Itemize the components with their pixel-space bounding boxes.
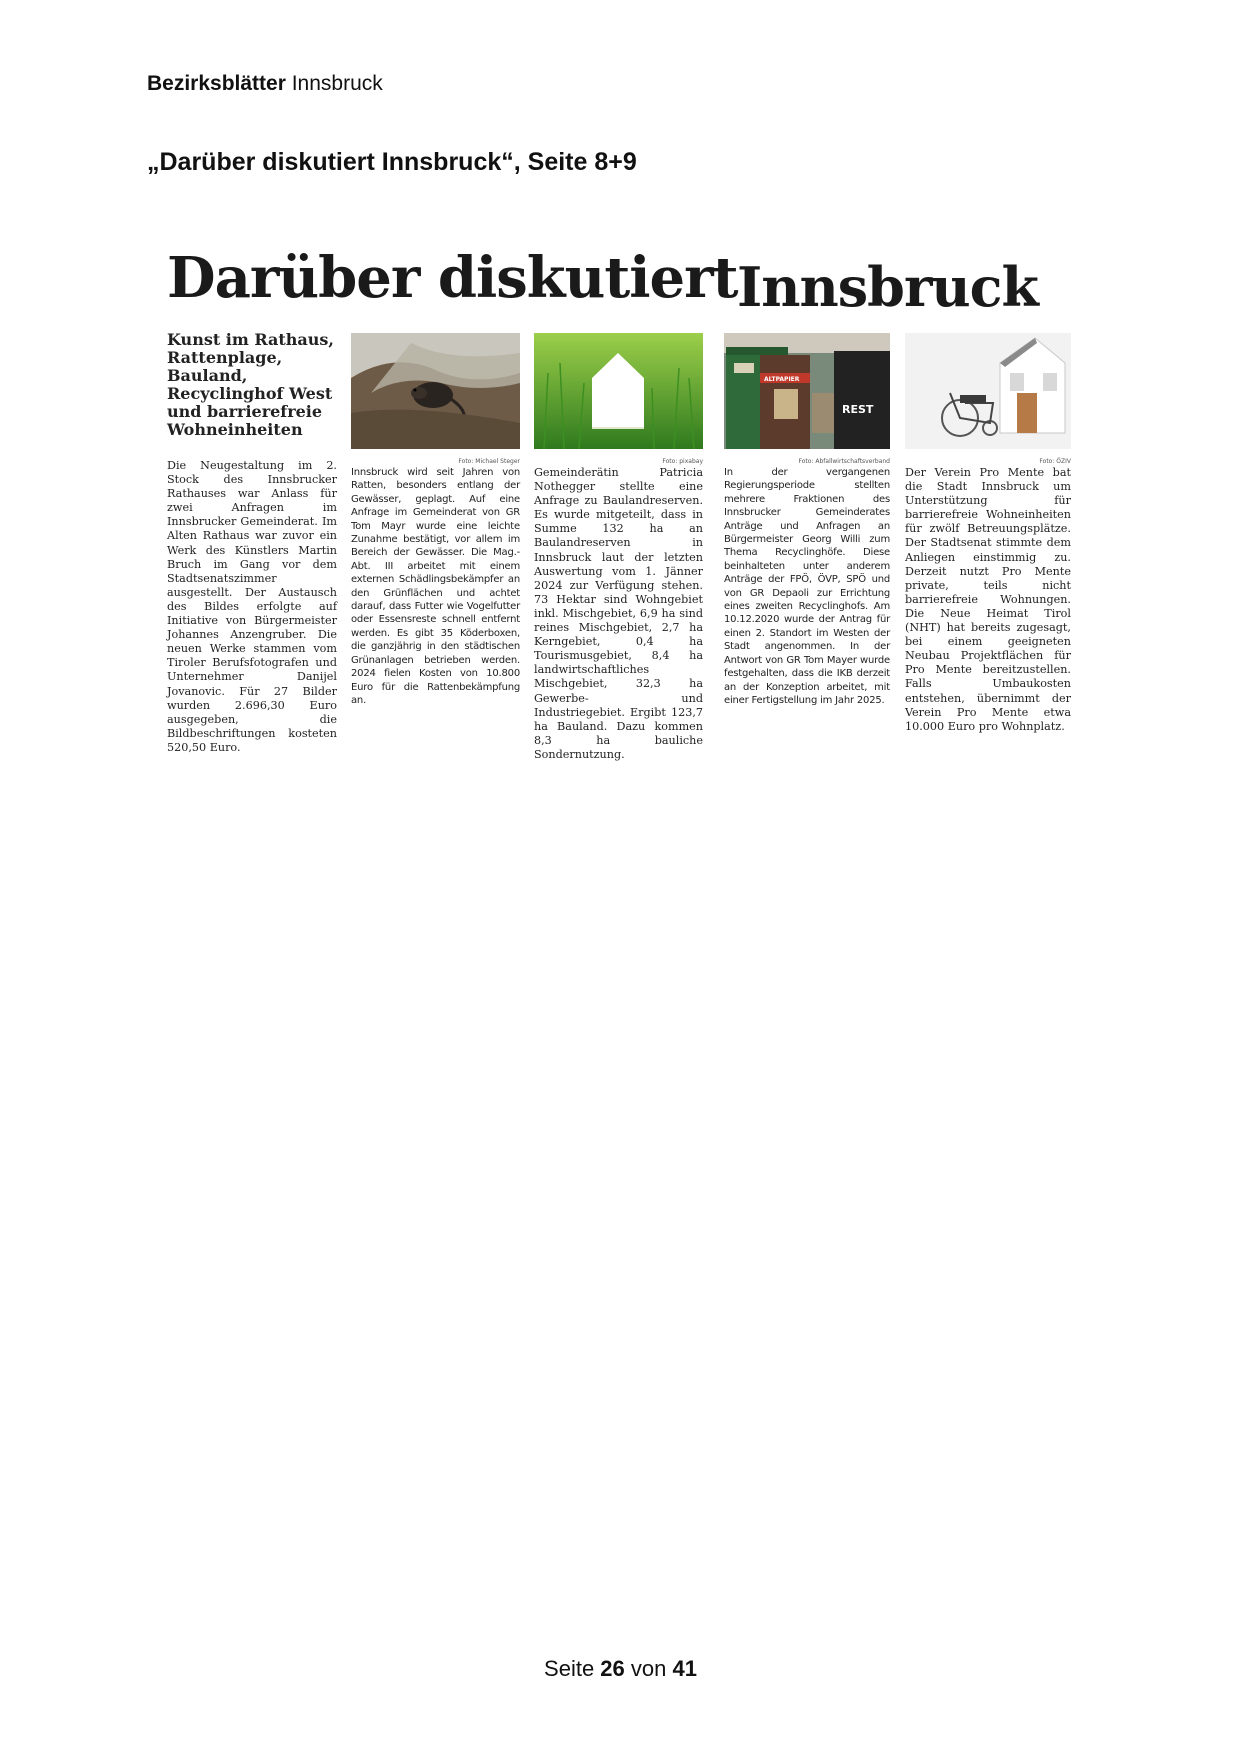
- total-pages-number: 41: [672, 1656, 697, 1681]
- house-on-grass-photo: [534, 333, 703, 449]
- photo-credit-recycling: Foto: Abfallwirtschaftsverband: [798, 458, 890, 465]
- bin-label-altpapier: ALTPAPIER: [764, 376, 800, 383]
- bin-label-rest: REST: [842, 403, 874, 416]
- publication-name: [147, 72, 383, 96]
- article-body-wohneinheiten: Der Verein Pro Mente bat die Stadt Innsbruck um Unterstützung für barrierefreie Wohneinheiten für zwölf Betreuungsplätze. Der Stadtsenat stimmte dem Anliegen einstimmig zu. Derzeit nutzt Pro Mente private, teils nicht barrierefreie Wohnungen. Die Neue Heimat Tirol (NHT) hat bereits zugesagt, bei einem geeigneten Neubau Projektflächen für Pro Mente bereitzustellen. Falls Umbaukosten entstehen, übernimmt der Verein Pro Mente etwa 10.000 Euro pro Wohnplatz.: [905, 466, 1071, 733]
- article-body-rats: Innsbruck wird seit Jahren von Ratten, besonders entlang der Gewässer, geplagt. Auf eine Anfrage im Gemeinderat von GR Tom Mayr wurde eine leichte Zunahme bestätigt, vor allem im Bereich der Gewässer. Die Mag.-Abt. III arbeitet mit einem externen Schädlingsbekämpfer an den Grünflächen und achtet darauf, dass Futter wie Vogelfutter oder Essensreste schnell entfernt werden. Es gibt 35 Köderboxen, die ganzjährig in den städtischen Grünanlagen betrieben werden. 2024 fielen Kosten von 10.800 Euro für die Rattenbekämpfung an.: [351, 467, 520, 706]
- page-footer: [0, 1656, 1241, 1682]
- current-page-number: 26: [600, 1656, 625, 1681]
- newspaper-clipping: [165, 245, 1075, 761]
- footer-prefix: Seite: [544, 1656, 601, 1681]
- article-column-recycling: [724, 333, 890, 707]
- article-body-bauland: Gemeinderätin Patricia Nothegger stellte eine Anfrage zu Baulandreserven. Es wurde mitgeteilt, dass in Summe 132 ha an Baulandreserven in Innsbruck laut der letzten Auswertung vom 1. Jänner 2024 zur Verfügung stehen. 73 Hektar sind Wohngebiet inkl. Mischgebiet, 6,9 ha sind reines Mischgebiet, 2,7 ha Kerngebiet, 0,4 ha Tourismusgebiet, 8,4 ha landwirtschaftliches Mischgebiet, 32,3 ha Gewerbe- und Industriegebiet. Ergibt 123,7 ha Bauland. Dazu kommen 8,3 ha bauliche Sondernutzung.: [534, 466, 703, 761]
- photo-credit-wohneinheiten: Foto: ÖZIV: [1039, 458, 1071, 465]
- article-body-recycling: In der vergangenen Regierungsperiode stellten mehrere Fraktionen des Innsbrucker Gemeinderates Anträge und Anfragen an Bürgermeister Georg Willi zum Thema Recyclinghöfe. Diese beinhalteten unter anderem Anträge der FPÖ, ÖVP, SPÖ und von GR Depaoli zur Errichtung eines zweiten Recyclinghofs. Am 10.12.2020 wurde der Antrag für einen 2. Standort im Westen der Stadt angenommen. In der Antwort von GR Tom Mayer wurde festgehalten, dass die IKB derzeit an der Konzeption arbeitet, mit einer Fertigstellung im Jahr 2025.: [724, 467, 890, 706]
- rat-photo: [351, 333, 520, 449]
- publication-bold: Bezirksblätter: [147, 72, 286, 95]
- article-column-wohneinheiten: [905, 333, 1071, 734]
- clipping-headline-part1: Darüber diskutiert: [167, 245, 738, 311]
- article-column-rats: [351, 333, 520, 707]
- intro-body: Die Neugestaltung im 2. Stock des Innsbrucker Rathauses war Anlass für zwei Anfragen im Innsbrucker Gemeinderat. Im Alten Rathaus war zuvor ein Werk des Künstlers Martin Bruch im Gang vor dem Stadtsenatszimmer ausgestellt. Der Austausch des Bildes erfolgte auf Initiative von Bürgermeister Johannes Anzengruber. Die neuen Werke stammen vom Tiroler Berufsfotografen und Unternehmer Danijel Jovanovic. Für 27 Bilder wurden 2.696,30 Euro ausgegeben, die Bildbeschriftungen kosteten 520,50 Euro.: [167, 459, 337, 754]
- recycling-bins-photo: [724, 333, 890, 449]
- clipping-headline-part2: Innsbruck: [737, 255, 1038, 319]
- publication-rest: Innsbruck: [285, 72, 383, 95]
- intro-column: [167, 331, 337, 755]
- wheelchair-house-model-photo: [905, 333, 1071, 449]
- photo-credit-bauland: Foto: pixabay: [662, 458, 703, 465]
- article-column-bauland: [534, 333, 703, 762]
- intro-heading: Kunst im Rathaus, Rattenplage, Bauland, Recyclinghof West und barrierefreie Wohneinheiten: [167, 330, 334, 439]
- article-reference: „Darüber diskutiert Innsbruck“, Seite 8+9: [147, 148, 637, 176]
- footer-middle: von: [624, 1656, 673, 1681]
- photo-credit-rats: Foto: Michael Steger: [458, 458, 520, 465]
